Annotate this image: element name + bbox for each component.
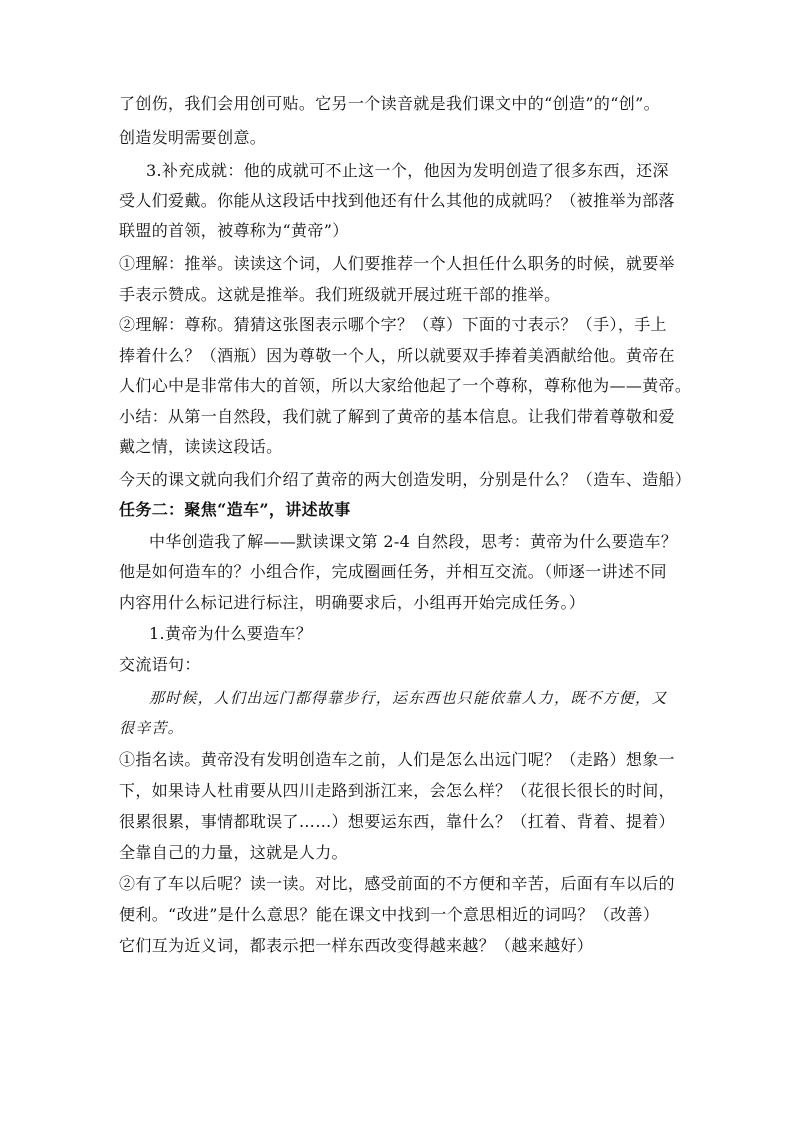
text-line: 人们心中是非常伟大的首领，所以大家给他起了一个尊称，尊称他为——黄帝。 [119, 376, 692, 395]
text-line: 内容用什么标记进行标注，明确要求后，小组再开始完成任务。） [119, 593, 586, 612]
text-line: 联盟的首领，被尊称为“黄帝”） [119, 221, 349, 240]
text-line: ②理解：尊称。猜猜这张图表示哪个字？（尊）下面的寸表示？（手），手上 [119, 315, 667, 334]
text-line: 中华创造我了解——默读课文第 2-4 自然段，思考：黄帝为什么要造车？ [149, 532, 678, 551]
text-line: 捧着什么？（酒瓶）因为尊敬一个人，所以就要双手捧着美酒献给他。黄帝在 [119, 346, 675, 365]
text-line: 3.补充成就：他的成就可不止这一个，他因为发明创造了很多东西，还深 [146, 161, 669, 180]
text-line: 全靠自己的力量，这就是人力。 [119, 843, 348, 862]
text-line: 小结：从第一自然段，我们就了解到了黄帝的基本信息。让我们带着尊敬和爱 [119, 407, 675, 426]
quoted-text-line: 很辛苦。 [119, 719, 184, 737]
text-line: 今天的课文就向我们介绍了黄帝的两大创造发明，分别是什么？（造车、造船） [119, 470, 692, 489]
text-line: 手表示赞成。这就是推举。我们班级就开展过班干部的推举。 [119, 285, 561, 304]
text-line: 便利。“改进”是什么意思？能在课文中找到一个意思相近的词吗？（改善） [119, 905, 660, 924]
text-line: 戴之情，读读这段话。 [119, 437, 283, 456]
text-line: 受人们爱戴。你能从这段话中找到他还有什么其他的成就吗？（被推举为部落 [119, 191, 675, 210]
text-line: ②有了车以后呢？读一读。对比，感受前面的不方便和辛苦，后面有车以后的 [119, 874, 675, 893]
text-line: 很累很累，事情都耽误了……）想要运东西，靠什么？（扛着、背着、提着） [119, 812, 675, 831]
text-line: 了创伤，我们会用创可贴。它另一个读音就是我们课文中的“创造”的“创”。 [119, 94, 660, 113]
text-line: ①理解：推举。读读这个词，人们要推荐一个人担任什么职务的时候，就要举 [119, 254, 675, 273]
quoted-text-line: 那时候，人们出远门都得靠步行，运东西也只能依靠人力，既不方便，又 [149, 689, 668, 707]
text-line: 他是如何造车的？小组合作，完成圈画任务，并相互交流。（师逐一讲述不同 [119, 562, 667, 581]
text-line: 下，如果诗人杜甫要从四川走路到浙江来，会怎么样？（花很长很长的时间， [119, 781, 675, 800]
text-line: 创造发明需要创意。 [119, 128, 267, 147]
text-line: ①指名读。黄帝没有发明创造车之前，人们是怎么出远门呢？（走路）想象一 [119, 750, 675, 769]
section-heading: 任务二：聚焦“造车”，讲述故事 [119, 500, 351, 519]
text-line: 1.黄帝为什么要造车？ [149, 624, 313, 643]
text-line: 它们互为近义词，都表示把一样东西改变得越来越？（越来越好） [119, 936, 594, 955]
text-line: 交流语句： [119, 655, 201, 674]
